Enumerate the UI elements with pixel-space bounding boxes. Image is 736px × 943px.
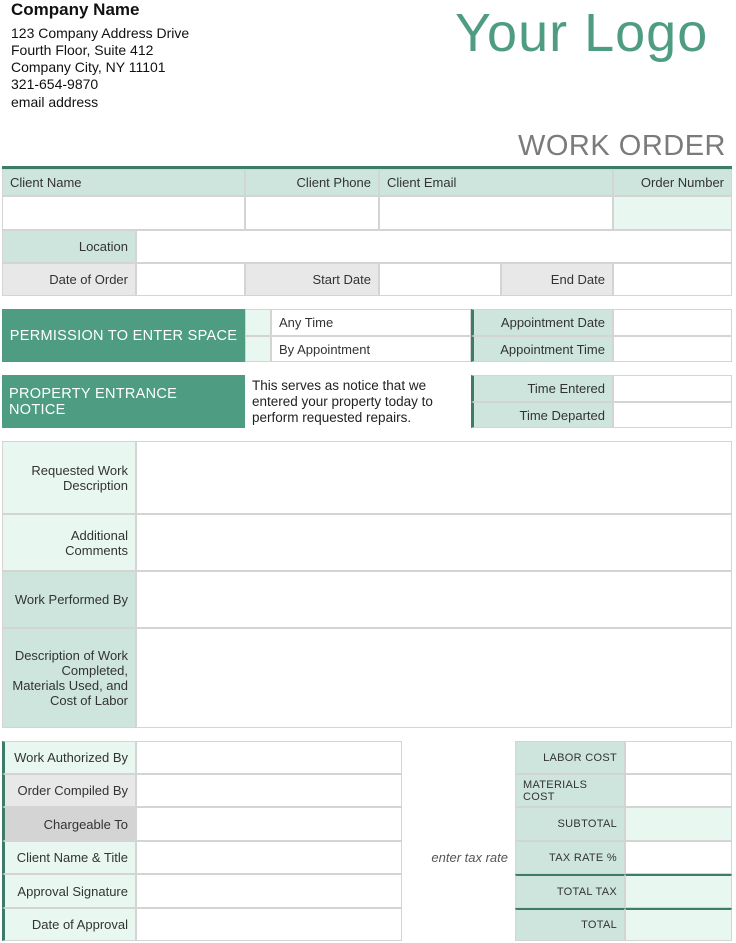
tax-rate-field[interactable] [625, 841, 732, 874]
start-date-field[interactable] [379, 263, 501, 296]
permission-title: PERMISSION TO ENTER SPACE [2, 309, 245, 362]
work-performed-by-label: Work Performed By [2, 571, 136, 628]
location-field[interactable] [136, 230, 732, 263]
order-number-field[interactable] [613, 196, 732, 230]
approval-signature-label: Approval Signature [2, 874, 136, 908]
entrance-notice-title: PROPERTY ENTRANCE NOTICE [2, 375, 245, 428]
time-departed-label: Time Departed [471, 402, 613, 428]
approval-signature-field[interactable] [136, 874, 402, 908]
by-appointment-label: By Appointment [271, 336, 471, 362]
description-completed-label: Description of Work Completed, Materials Used, and Cost of Labor [2, 628, 136, 728]
appointment-time-label: Appointment Time [471, 336, 613, 362]
page-title: WORK ORDER [518, 130, 726, 162]
header-client-email: Client Email [379, 169, 613, 196]
work-performed-by-field[interactable] [136, 571, 732, 628]
any-time-label: Any Time [271, 309, 471, 336]
materials-cost-label: MATERIALS COST [515, 774, 625, 807]
additional-comments-field[interactable] [136, 514, 732, 571]
header-client-name: Client Name [2, 169, 245, 196]
time-entered-field[interactable] [613, 375, 732, 402]
labor-cost-field[interactable] [625, 741, 732, 774]
by-appointment-checkbox[interactable] [245, 336, 271, 362]
total-label: TOTAL [515, 908, 625, 941]
company-email: email address [11, 94, 99, 110]
appointment-date-field[interactable] [613, 309, 732, 336]
order-compiled-by-field[interactable] [136, 774, 402, 807]
company-address-line-3: Company City, NY 11101 [11, 59, 166, 75]
company-phone: 321-654-9870 [11, 76, 99, 92]
client-phone-field[interactable] [245, 196, 379, 230]
company-address-line-2: Fourth Floor, Suite 412 [11, 42, 154, 58]
work-authorized-by-field[interactable] [136, 741, 402, 774]
work-authorized-by-label: Work Authorized By [2, 741, 136, 774]
labor-cost-label: LABOR COST [515, 741, 625, 774]
requested-work-label: Requested Work Description [2, 441, 136, 514]
tax-rate-label: TAX RATE % [515, 841, 625, 874]
header-order-number: Order Number [613, 169, 732, 196]
company-address-line-1: 123 Company Address Drive [11, 25, 190, 41]
date-of-order-label: Date of Order [2, 263, 136, 296]
additional-comments-label: Additional Comments [2, 514, 136, 571]
logo: Your Logo [455, 3, 709, 63]
entrance-notice-text: This serves as notice that we entered your property today to perform requested repairs. [252, 378, 433, 425]
start-date-label: Start Date [245, 263, 379, 296]
end-date-field[interactable] [613, 263, 732, 296]
company-name: Company Name [11, 0, 140, 19]
subtotal-value [625, 807, 732, 841]
date-of-approval-field[interactable] [136, 908, 402, 941]
subtotal-label: SUBTOTAL [515, 807, 625, 841]
any-time-checkbox[interactable] [245, 309, 271, 336]
total-tax-value [625, 874, 732, 908]
header-client-phone: Client Phone [245, 169, 379, 196]
chargeable-to-label: Chargeable To [2, 807, 136, 841]
client-name-title-label: Client Name & Title [2, 841, 136, 874]
materials-cost-field[interactable] [625, 774, 732, 807]
time-entered-label: Time Entered [471, 375, 613, 402]
requested-work-field[interactable] [136, 441, 732, 514]
location-label: Location [2, 230, 136, 263]
total-value [625, 908, 732, 941]
tax-rate-hint: enter tax rate [431, 850, 508, 865]
chargeable-to-field[interactable] [136, 807, 402, 841]
date-of-order-field[interactable] [136, 263, 245, 296]
client-email-field[interactable] [379, 196, 613, 230]
time-departed-field[interactable] [613, 402, 732, 428]
total-tax-label: TOTAL TAX [515, 874, 625, 908]
client-name-title-field[interactable] [136, 841, 402, 874]
appointment-time-field[interactable] [613, 336, 732, 362]
order-compiled-by-label: Order Compiled By [2, 774, 136, 807]
client-name-field[interactable] [2, 196, 245, 230]
appointment-date-label: Appointment Date [471, 309, 613, 336]
description-completed-field[interactable] [136, 628, 732, 728]
end-date-label: End Date [501, 263, 613, 296]
date-of-approval-label: Date of Approval [2, 908, 136, 941]
